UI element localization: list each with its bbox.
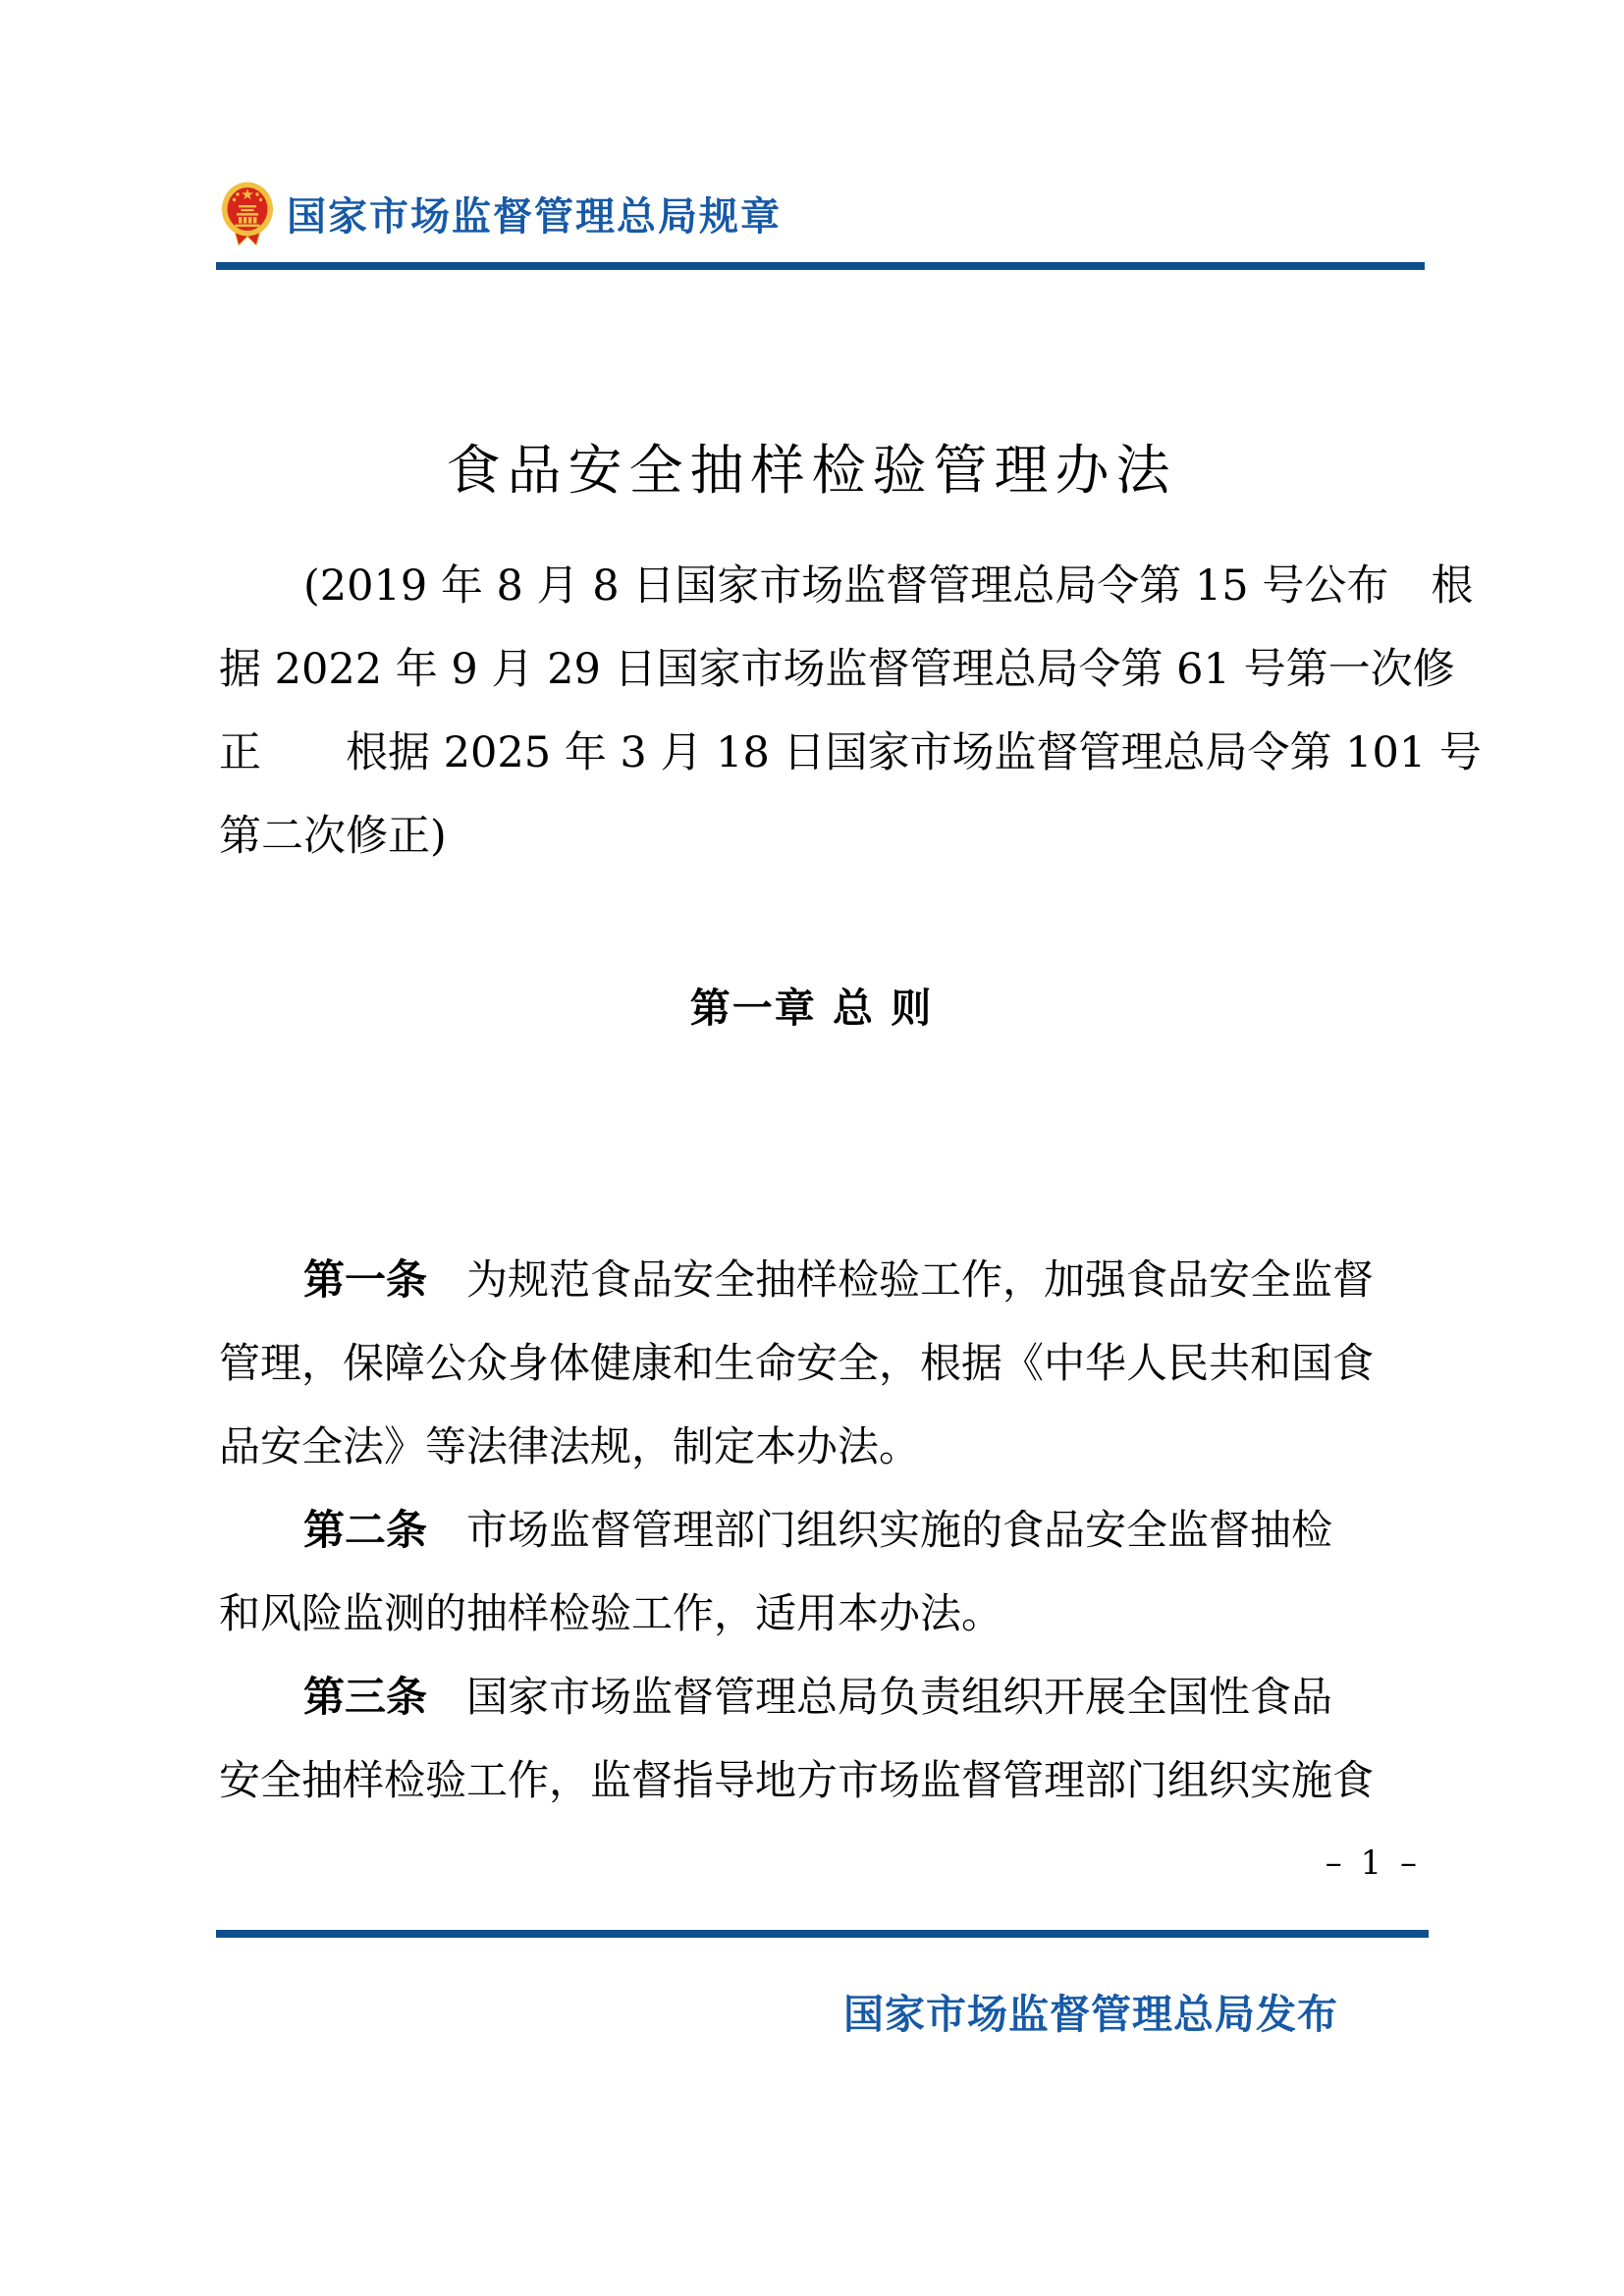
article-line xyxy=(219,1655,1436,1738)
article-text: 管理，保障公众身体健康和生命安全，根据《中华人民共和国食 xyxy=(219,1339,1375,1387)
article-text: 市场监督管理部门组织实施的食品安全监督抽检 xyxy=(466,1506,1333,1554)
footer-publisher: 国家市场监督管理总局发布 xyxy=(843,1991,1338,2038)
article-number: 第三条 xyxy=(303,1673,428,1721)
china-national-emblem-icon xyxy=(220,181,275,245)
article-text: 和风险监测的抽样检验工作，适用本办法。 xyxy=(219,1589,1003,1637)
article-line xyxy=(219,1405,1436,1488)
chapter-heading: 第一章 总 则 xyxy=(689,985,934,1032)
header-rule xyxy=(216,262,1425,270)
body-text xyxy=(219,1238,1436,1822)
article-line xyxy=(219,1488,1436,1572)
page-number: – 1 – xyxy=(1325,1843,1421,1883)
document-title: 食品安全抽样检验管理办法 xyxy=(446,439,1177,502)
article-text: 品安全法》等法律法规，制定本办法。 xyxy=(219,1422,921,1470)
publication-note-line: 第二次修正) xyxy=(219,812,447,861)
article-number: 第二条 xyxy=(303,1506,428,1554)
publication-note xyxy=(219,545,1482,879)
header-agency-label: 国家市场监督管理总局规章 xyxy=(287,193,782,240)
article-line xyxy=(219,1321,1436,1405)
publication-note-line: (2019 年 8 月 8 日国家市场监督管理总局令第 15 号公布 根 xyxy=(303,561,1474,611)
article-line xyxy=(219,1238,1436,1321)
article-line xyxy=(219,1572,1436,1655)
publication-note-line: 据 2022 年 9 月 29 日国家市场监督管理总局令第 61 号第一次修 xyxy=(219,645,1455,694)
article-line xyxy=(219,1738,1436,1822)
article-text: 安全抽样检验工作，监督指导地方市场监督管理部门组织实施食 xyxy=(219,1756,1375,1804)
article-text: 为规范食品安全抽样检验工作，加强食品安全监督 xyxy=(466,1255,1375,1304)
article-number: 第一条 xyxy=(303,1255,428,1304)
publication-note-line: 正 根据 2025 年 3 月 18 日国家市场监督管理总局令第 101 号 xyxy=(219,728,1482,777)
article-text: 国家市场监督管理总局负责组织开展全国性食品 xyxy=(466,1673,1333,1721)
footer-rule xyxy=(216,1930,1429,1938)
header-brand xyxy=(220,181,782,245)
